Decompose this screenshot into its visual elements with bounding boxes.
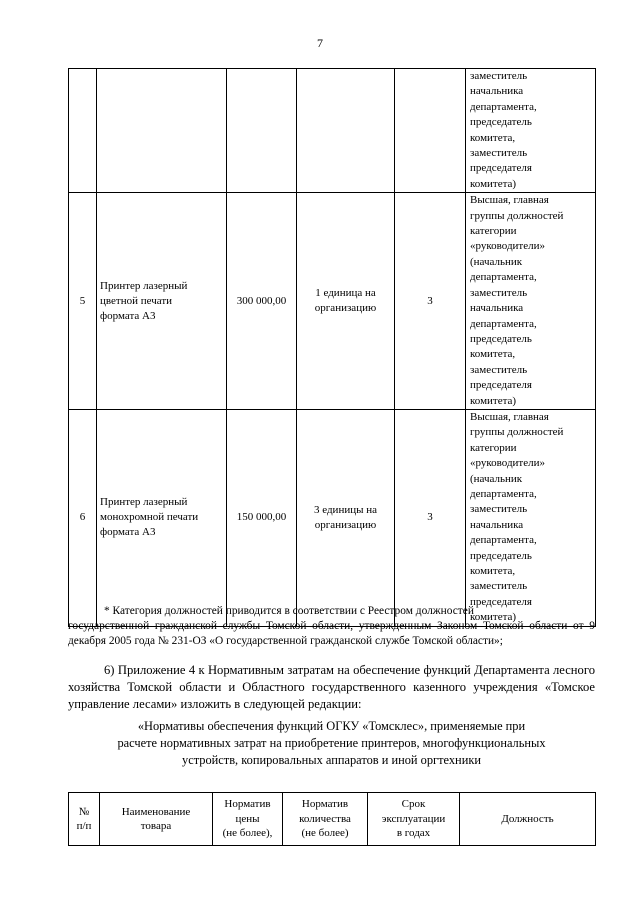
row-number-cell: 5 xyxy=(69,193,97,410)
product-name-cell xyxy=(97,69,227,193)
text-line: группы должностей xyxy=(470,209,564,222)
text-line: начальника xyxy=(470,85,524,98)
text-line: заместитель xyxy=(470,503,528,516)
text-line: начальника xyxy=(470,302,524,315)
text-line: председателя xyxy=(470,162,532,175)
text-line: комитета) xyxy=(470,394,517,407)
text-line: формата А3 xyxy=(100,309,156,322)
position-cell xyxy=(466,69,596,193)
text-line: председатель xyxy=(470,116,532,129)
text-line: товара xyxy=(140,820,172,832)
text-line: (начальник xyxy=(470,472,523,485)
edition-title xyxy=(68,718,595,769)
text-line: количества xyxy=(299,812,351,825)
text-line: председателя xyxy=(470,595,532,608)
text-line: департамента, xyxy=(470,100,537,113)
text-line: в годах xyxy=(396,827,431,840)
text-line: заместитель xyxy=(470,363,528,376)
position-cell xyxy=(466,193,596,410)
text-line: комитета, xyxy=(470,348,516,361)
norms-table-continued xyxy=(68,68,596,627)
text-line: цены xyxy=(235,812,260,825)
text-line: п/п xyxy=(76,820,92,832)
norms-table-header xyxy=(68,792,596,846)
price-cell: 300 000,00 xyxy=(227,193,297,410)
text-line: комитета) xyxy=(470,611,517,624)
text-line: формата А3 xyxy=(100,526,156,539)
row-number-cell xyxy=(69,69,97,193)
text-line: Должность xyxy=(501,812,554,825)
text-line: категории xyxy=(470,441,517,454)
text-line: Высшая, главная xyxy=(470,410,549,423)
position-cell xyxy=(466,409,596,626)
text-line: Норматив xyxy=(224,798,271,811)
table-row xyxy=(69,69,596,193)
text-line: председатель xyxy=(470,332,532,345)
text-line: заместитель xyxy=(470,70,528,82)
text-line: монохромной печати xyxy=(100,511,199,524)
text-line: Срок xyxy=(401,798,426,811)
text-line: заместитель xyxy=(470,286,528,299)
text-line: Норматив xyxy=(301,798,349,811)
header-number xyxy=(69,793,100,846)
text-line: Высшая, главная xyxy=(470,194,549,207)
text-line: 1 единица на xyxy=(315,287,376,300)
text-line: Принтер лазерный xyxy=(100,496,188,509)
text-line: председатель xyxy=(470,549,532,562)
text-line: комитета) xyxy=(470,177,517,190)
text-line: «руководители» xyxy=(470,457,545,470)
header-service-term xyxy=(368,793,460,846)
text-line: Наименование xyxy=(121,805,191,818)
price-cell xyxy=(227,69,297,193)
text-line: «руководители» xyxy=(470,240,545,253)
text-line: заместитель xyxy=(470,580,528,593)
text-line: группы должностей xyxy=(470,426,564,439)
product-name-cell xyxy=(97,193,227,410)
header-product-name xyxy=(100,793,213,846)
text-line: организацию xyxy=(314,518,377,531)
price-cell: 150 000,00 xyxy=(227,409,297,626)
footnote-first-line: * Категория должностей приводится в соответствии с Реестром должностей xyxy=(104,605,474,617)
table-row xyxy=(69,193,596,410)
quantity-cell xyxy=(297,69,395,193)
text-line: председателя xyxy=(470,379,532,392)
text-line: (не более), xyxy=(222,827,273,840)
row-number-cell: 6 xyxy=(69,409,97,626)
footnote xyxy=(68,604,595,649)
quantity-cell xyxy=(297,409,395,626)
text-line: (не более) xyxy=(301,827,349,840)
text-line: 3 единицы на xyxy=(313,503,378,516)
quantity-cell xyxy=(297,193,395,410)
text-line: департамента, xyxy=(470,487,537,500)
page-number: 7 xyxy=(317,36,323,50)
table-header-row xyxy=(69,793,596,846)
table-row xyxy=(69,409,596,626)
edition-title-line: расчете нормативных затрат на приобретение принтеров, многофункциональных xyxy=(117,736,546,750)
product-name-cell xyxy=(97,409,227,626)
header-quantity-norm xyxy=(283,793,368,846)
text-line: департамента, xyxy=(470,317,537,330)
text-line: комитета, xyxy=(470,131,516,144)
paragraph-6: 6) Приложение 4 к Нормативным затратам на обеспечение функций Департамента лесного хозяйства Томской области и Областного государственного казенного учреждения «Томское управление лесами» изложить в следующей редакции: xyxy=(68,663,595,711)
text-line: Принтер лазерный xyxy=(100,279,188,292)
term-cell: 3 xyxy=(395,193,466,410)
term-cell: 3 xyxy=(395,409,466,626)
text-line: цветной печати xyxy=(100,294,173,307)
header-price-norm xyxy=(213,793,283,846)
term-cell xyxy=(395,69,466,193)
edition-title-line: устройств, копировальных аппаратов и иной оргтехники xyxy=(182,753,481,767)
text-line: организацию xyxy=(314,302,377,315)
text-line: эксплуатации xyxy=(381,812,446,825)
text-line: департамента, xyxy=(470,271,537,284)
footnote-rest: государственной гражданской службы Томской области, утвержденным Законом Томской области от 9 декабря 2005 года № 231-ОЗ «О государственной гражданской службе Томской области»; xyxy=(68,620,595,647)
text-line: департамента, xyxy=(470,534,537,547)
header-position xyxy=(460,793,596,846)
text-line: № xyxy=(78,805,90,818)
text-line: заместитель xyxy=(470,147,528,160)
text-line: комитета, xyxy=(470,565,516,577)
edition-title-line: «Нормативы обеспечения функций ОГКУ «Томсклес», применяемые при xyxy=(137,719,526,733)
text-line: категории xyxy=(470,225,517,238)
text-line: начальника xyxy=(470,518,524,531)
text-line: (начальник xyxy=(470,255,523,268)
